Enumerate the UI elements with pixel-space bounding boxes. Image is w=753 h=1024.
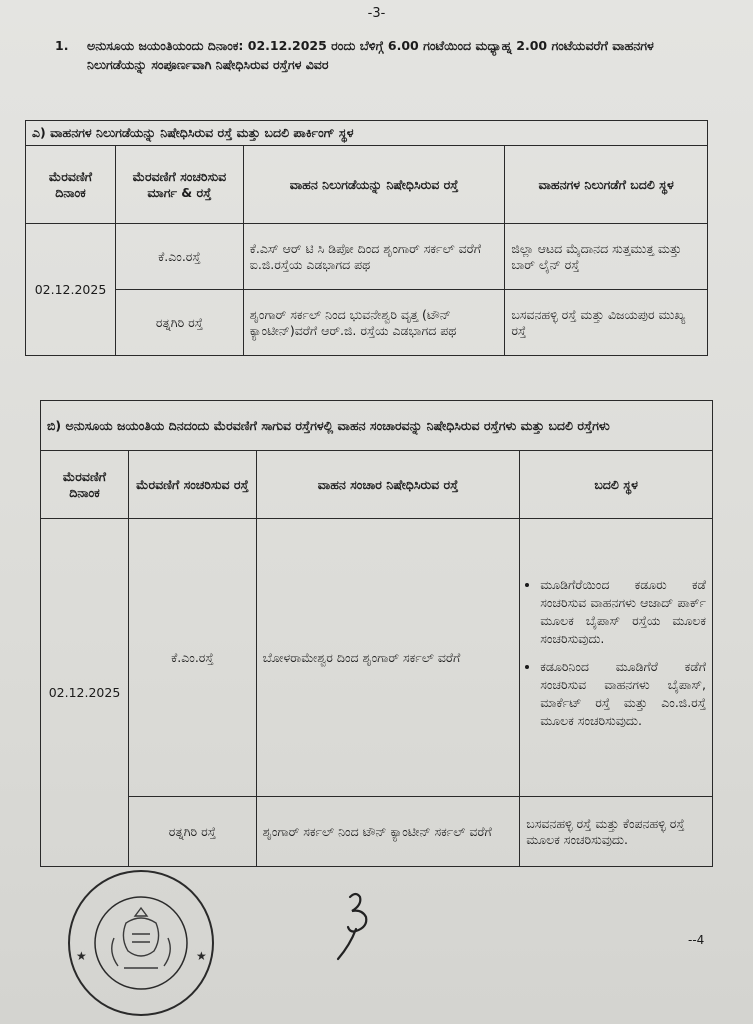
svg-text:★: ★ xyxy=(76,949,87,963)
table-a-prohibited: ಕೆ.ಎಸ್ ಆರ್ ಟಿ ಸಿ ಡಿಪೋ ದಿಂದ ಶೃಂಗಾರ್ ಸರ್ಕಲ್ ವರೆಗೆ ಐ.ಜಿ.ರಸ್ತೆಯ ಎಡಭಾಗದ ಪಥ xyxy=(243,224,505,290)
magistrate-seal-icon xyxy=(66,868,216,1018)
list-item: • ಮೂಡಿಗೆರೆಯಿಂದ ಕಡೂರು ಕಡೆ ಸಂಚರಿಸುವ ವಾಹನಗಳು ಆಜಾದ್ ಪಾರ್ಕ್ ಮೂಲಕ ಬೈಪಾಸ್ ರಸ್ತೆಯ ಮೂಲಕ ಸಂಚರಿಸುವುದು. xyxy=(540,576,706,648)
table-row xyxy=(26,290,708,356)
intro-text: ಅನುಸೂಯ ಜಯಂತಿಯಂದು ದಿನಾಂಕ: 02.12.2025 ರಂದು ಬೆಳಿಗ್ಗೆ 6.00 ಗಂಟೆಯಿಂದ ಮಧ್ಯಾಹ್ನ 2.00 ಗಂಟೆಯವರೆಗೆ ವಾಹನಗಳ ನಿಲುಗಡೆಯನ್ನು ಸಂಪೂರ್ಣವಾಗಿ ನಿಷೇಧಿಸಿರುವ ರಸ್ತೆಗಳ ವಿವರ xyxy=(87,38,654,72)
table-a-date: 02.12.2025 xyxy=(26,224,116,356)
table-a-header-prohibited: ವಾಹನ ನಿಲುಗಡೆಯನ್ನು ನಿಷೇಧಿಸಿರುವ ರಸ್ತೆ xyxy=(243,146,505,224)
table-row xyxy=(41,519,713,797)
table-b-header-alternate: ಬದಲಿ ಸ್ಥಳ xyxy=(520,451,713,519)
table-a-caption: ಎ) ವಾಹನಗಳ ನಿಲುಗಡೆಯನ್ನು ನಿಷೇಧಿಸಿರುವ ರಸ್ತೆ ಮತ್ತು ಬದಲಿ ಪಾರ್ಕಿಂಗ್ ಸ್ಥಳ xyxy=(26,121,708,146)
page-number: -3- xyxy=(367,6,386,21)
svg-text:★: ★ xyxy=(196,949,207,963)
table-a-header-alternate: ವಾಹನಗಳ ನಿಲುಗಡೆಗೆ ಬದಲಿ ಸ್ಥಳ xyxy=(505,146,708,224)
table-b-header-prohibited: ವಾಹನ ಸಂಚಾರ ನಿಷೇಧಿಸಿರುವ ರಸ್ತೆ xyxy=(256,451,519,519)
table-b-prohibited: ಶೃಂಗಾರ್ ಸರ್ಕಲ್ ನಿಂದ ಟೌನ್ ಕ್ಯಾಂಟೀನ್ ಸರ್ಕಲ್ ವರೆಗೆ xyxy=(256,797,519,867)
signature-icon xyxy=(330,885,390,965)
table-b-route: ಕೆ.ಎಂ.ರಸ್ತೆ xyxy=(128,519,256,797)
table-a xyxy=(25,120,708,356)
table-row xyxy=(26,224,708,290)
intro-paragraph xyxy=(55,36,705,74)
next-page-marker: --4 xyxy=(688,933,705,947)
table-b-header-date: ಮೆರವಣಿಗೆ ದಿನಾಂಕ xyxy=(41,451,129,519)
table-a-header-route: ಮೆರವಣಿಗೆ ಸಂಚರಿಸುವ ಮಾರ್ಗ & ರಸ್ತೆ xyxy=(115,146,243,224)
table-a-route: ರತ್ನಗಿರಿ ರಸ್ತೆ xyxy=(115,290,243,356)
table-b-route: ರತ್ನಗಿರಿ ರಸ್ತೆ xyxy=(128,797,256,867)
list-item: • ಕಡೂರಿನಿಂದ ಮೂಡಿಗೆರೆ ಕಡೆಗೆ ಸಂಚರಿಸುವ ವಾಹನಗಳು ಬೈಪಾಸ್, ಮಾರ್ಕೆಟ್ ರಸ್ತೆ ಮತ್ತು ಎಂ.ಜಿ.ರಸ್ತೆ ಮೂಲಕ ಸಂಚರಿಸುವುದು. xyxy=(540,658,706,730)
table-b-alternate: ಬಸವನಹಳ್ಳಿ ರಸ್ತೆ ಮತ್ತು ಕೆಂಪನಹಳ್ಳಿ ರಸ್ತೆ ಮೂಲಕ ಸಂಚರಿಸುವುದು. xyxy=(520,797,713,867)
table-a-alternate: ಜಿಲ್ಲಾ ಆಟದ ಮೈದಾನದ ಸುತ್ತಮುತ್ತ ಮತ್ತು ಬಾರ್ ಲೈನ್ ರಸ್ತೆ xyxy=(505,224,708,290)
table-b xyxy=(40,400,713,867)
table-a-route: ಕೆ.ಎಂ.ರಸ್ತೆ xyxy=(115,224,243,290)
table-b-caption: ಬಿ) ಅನುಸೂಯ ಜಯಂತಿಯ ದಿನದಂದು ಮೆರವಣಿಗೆ ಸಾಗುವ ರಸ್ತೆಗಳಲ್ಲಿ ವಾಹನ ಸಂಚಾರವನ್ನು ನಿಷೇಧಿಸಿರುವ ರಸ್ತೆಗಳು ಮತ್ತು ಬದಲಿ ರಸ್ತೆಗಳು xyxy=(41,401,713,451)
table-b-header-route: ಮೆರವಣಿಗೆ ಸಂಚರಿಸುವ ರಸ್ತೆ xyxy=(128,451,256,519)
table-row xyxy=(41,797,713,867)
table-a-header-date: ಮೆರವಣಿಗೆ ದಿನಾಂಕ xyxy=(26,146,116,224)
table-b-prohibited: ಬೋಳರಾಮೇಶ್ವರ ದಿಂದ ಶೃಂಗಾರ್ ಸರ್ಕಲ್ ವರೆಗೆ xyxy=(256,519,519,797)
table-a-prohibited: ಶೃಂಗಾರ್ ಸರ್ಕಲ್ ನಿಂದ ಭುವನೇಶ್ವರಿ ವೃತ್ತ (ಟೌನ್ ಕ್ಯಾಂಟೀನ್)ವರೆಗೆ ಆರ್.ಜಿ. ರಸ್ತೆಯ ಎಡಭಾಗದ ಪಥ xyxy=(243,290,505,356)
intro-number: 1. xyxy=(55,38,69,53)
table-a-alternate: ಬಸವನಹಳ್ಳಿ ರಸ್ತೆ ಮತ್ತು ವಿಜಯಪುರ ಮುಖ್ಯ ರಸ್ತೆ xyxy=(505,290,708,356)
table-b-alternates xyxy=(520,519,713,797)
table-b-date: 02.12.2025 xyxy=(41,519,129,867)
